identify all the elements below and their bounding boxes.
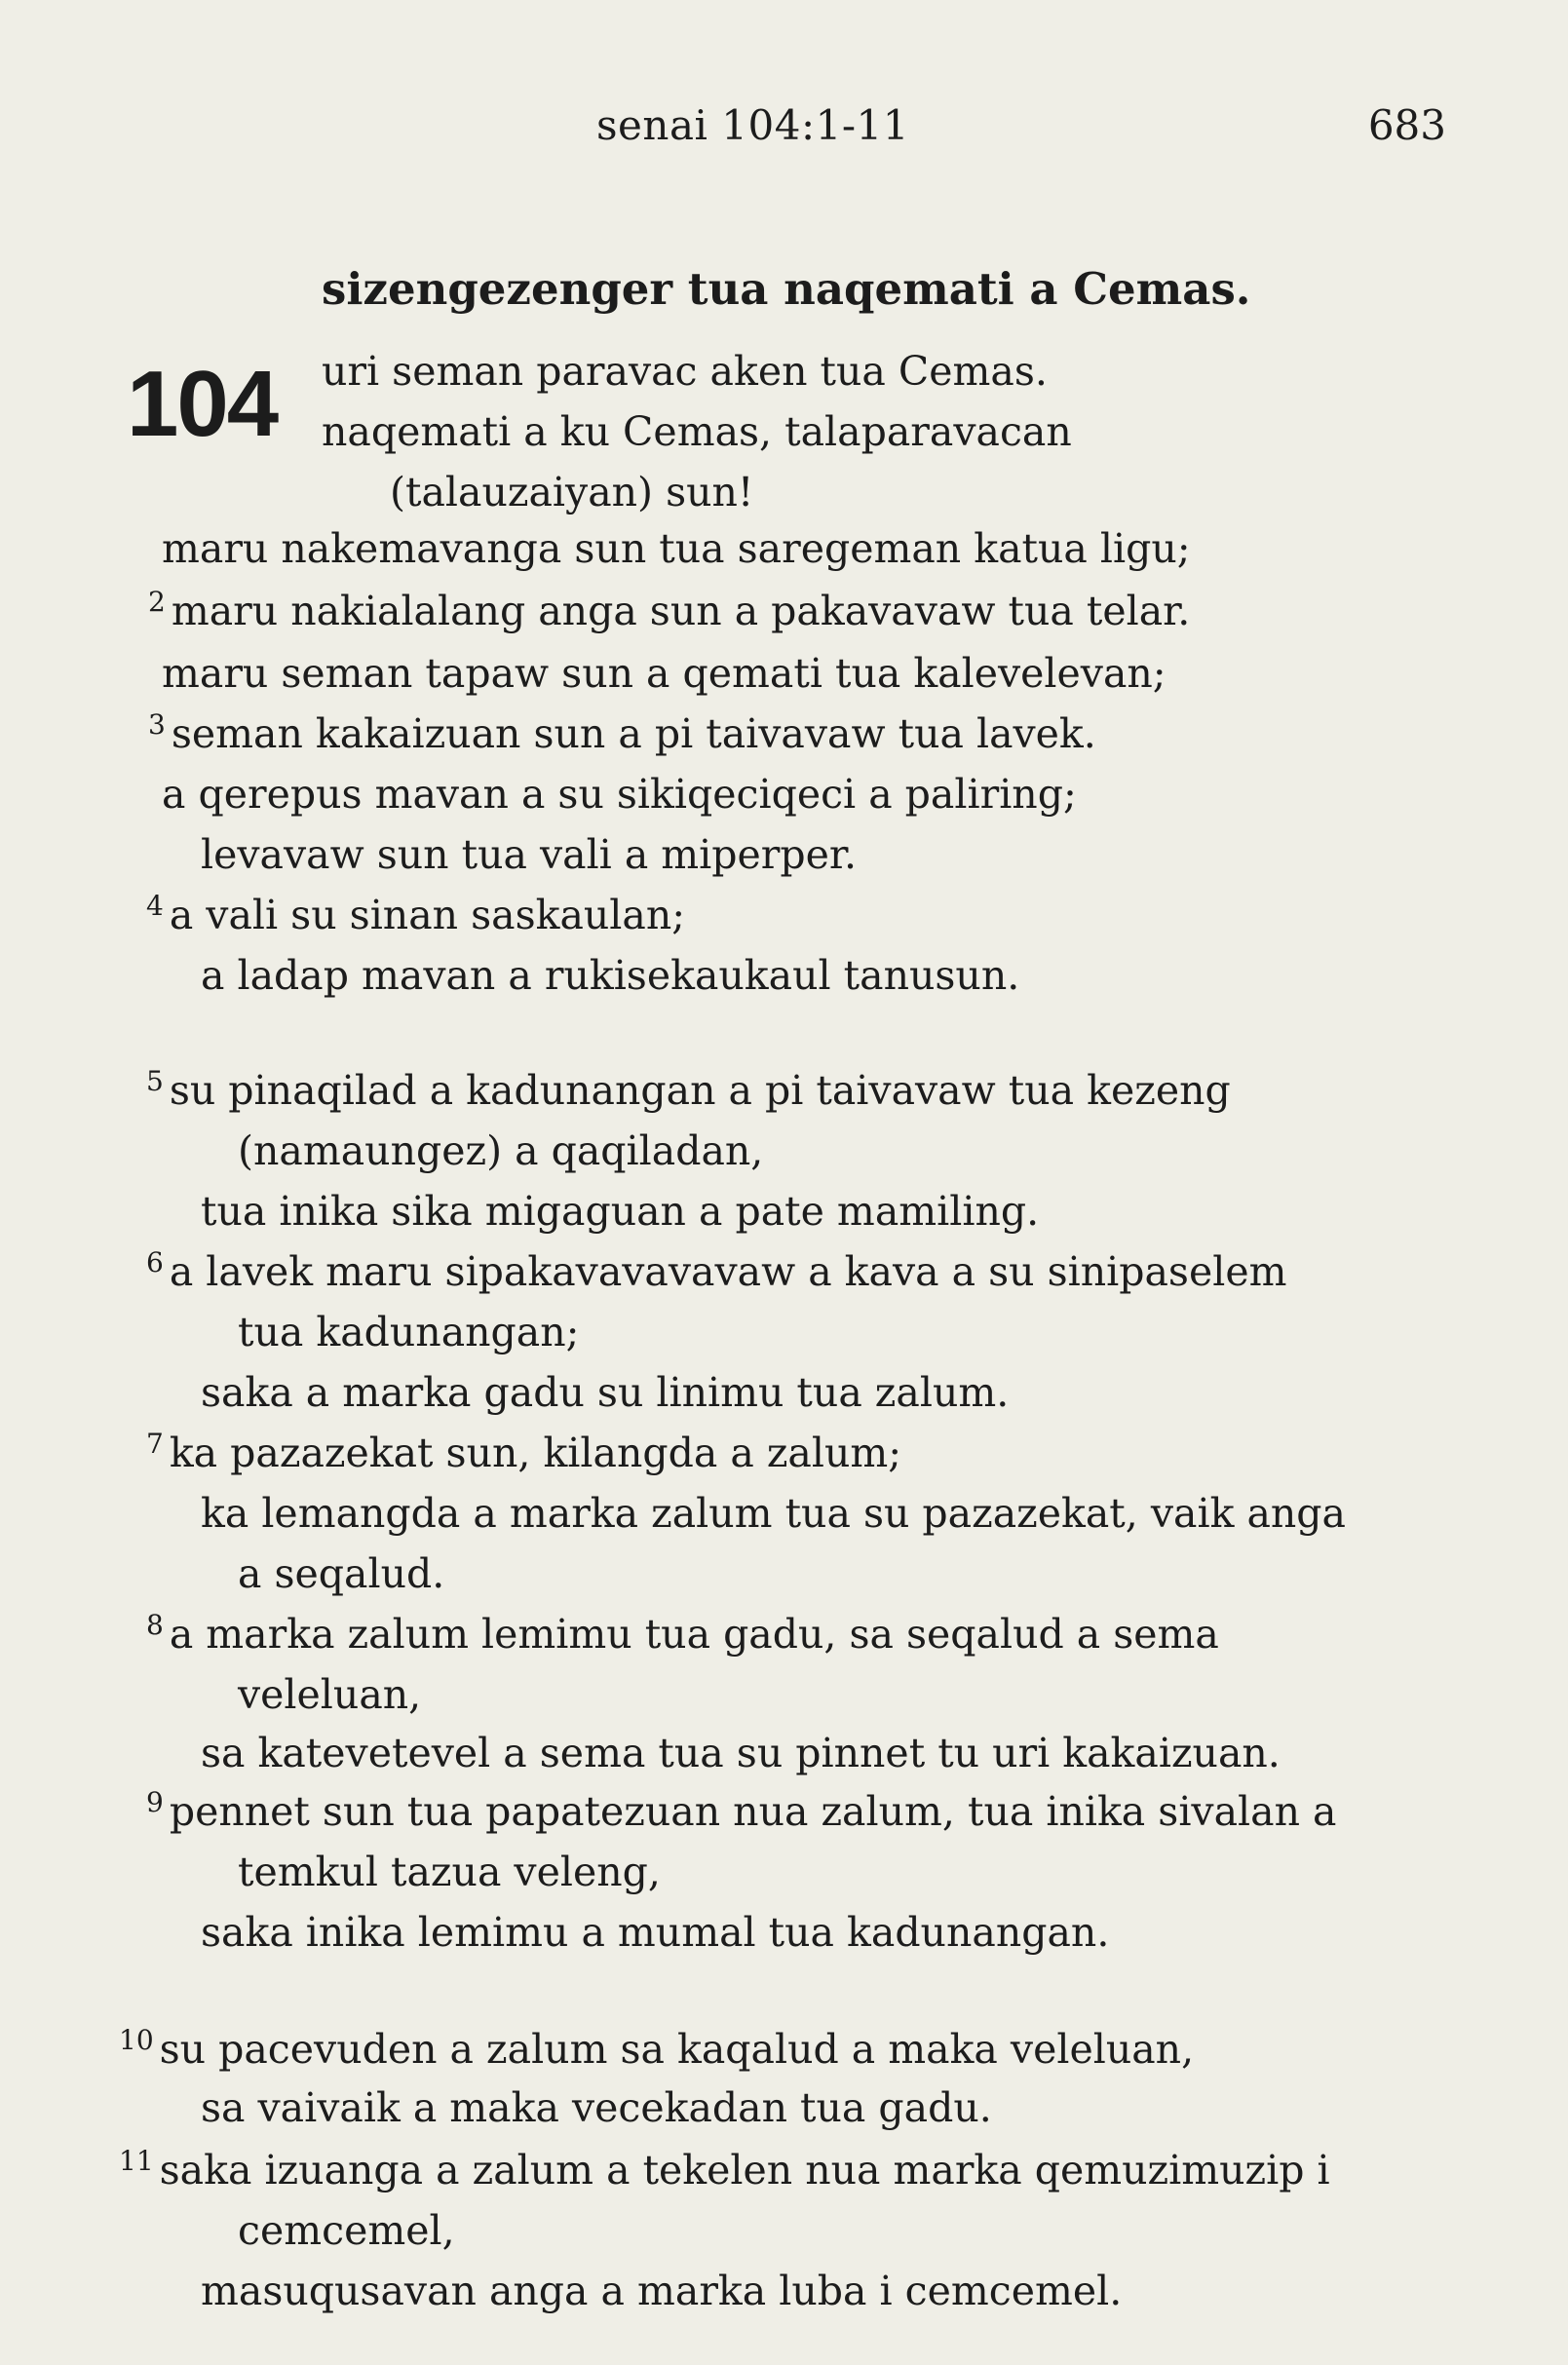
verse-text: uri seman paravac aken tua Cemas. — [322, 348, 1048, 395]
verse-line — [201, 952, 1020, 999]
verse-line — [146, 890, 686, 938]
verse-line — [201, 2084, 992, 2131]
verse-number: 2 — [148, 586, 166, 618]
verse-number: 10 — [119, 2024, 154, 2056]
verse-text: maru nakialalang anga sun a pakavavaw tua telar. — [171, 588, 1191, 634]
verse-text: maru seman tapaw sun a qemati tua kalevelevan; — [162, 650, 1166, 697]
verse-text: veleluan, — [238, 1671, 422, 1718]
verse-line — [201, 1369, 1010, 1416]
verse-text: su pacevuden a zalum sa kaqalud a maka veleluan, — [159, 2026, 1195, 2073]
verse-text: a lavek maru sipakavavavavaw a kava a su sinipaselem — [169, 1248, 1287, 1295]
verse-line — [148, 586, 1191, 634]
verse-text: (talauzaiyan) sun! — [390, 469, 754, 515]
verse-text: ka pazazekat sun, kilangda a zalum; — [169, 1430, 902, 1476]
verse-text: saka inika lemimu a mumal tua kadunangan. — [201, 1909, 1110, 1956]
verse-text: sa vaivaik a maka vecekadan tua gadu. — [201, 2084, 992, 2131]
verse-text: masuqusavan anga a marka luba i cemcemel. — [201, 2268, 1123, 2314]
verse-line — [201, 1490, 1346, 1537]
page-number: 683 — [1367, 101, 1446, 149]
verse-line — [146, 1246, 1287, 1295]
verse-line — [322, 408, 1072, 455]
psalm-number: 104 — [127, 352, 278, 456]
verse-line — [148, 708, 1096, 757]
verse-text: naqemati a ku Cemas, talaparavacan — [322, 408, 1072, 455]
verse-text: maru nakemavanga sun tua saregeman katua ligu; — [162, 525, 1191, 572]
verse-line — [162, 525, 1191, 572]
verse-line — [146, 1786, 1337, 1835]
verse-text: seman kakaizuan sun a pi taivavaw tua lavek. — [171, 710, 1096, 757]
verse-text: tua kadunangan; — [238, 1309, 580, 1355]
verse-text: cemcemel, — [238, 2207, 455, 2254]
verse-text: levavaw sun tua vali a miperper. — [201, 831, 858, 878]
verse-text: a marka zalum lemimu tua gadu, sa seqalud a sema — [169, 1611, 1219, 1658]
verse-text: tua inika sika migaguan a pate mamiling. — [201, 1188, 1040, 1235]
verse-line — [201, 1731, 1281, 1774]
verse-line — [201, 1188, 1040, 1235]
verse-line — [238, 1310, 579, 1353]
verse-line — [162, 650, 1166, 697]
verse-line — [146, 1065, 1231, 1114]
verse-text: sa katevetevel a sema tua su pinnet tu uri kakaizuan. — [201, 1730, 1281, 1776]
verse-text: temkul tazua veleng, — [238, 1849, 661, 1895]
verse-number: 11 — [119, 2145, 154, 2177]
verse-line — [238, 1849, 661, 1895]
verse-number: 4 — [146, 890, 164, 922]
verse-number: 5 — [146, 1065, 164, 1097]
verse-text: a seqalud. — [238, 1550, 445, 1597]
verse-line — [201, 831, 858, 878]
verse-text: saka izuanga a zalum a tekelen nua marka qemuzimuzip i — [159, 2147, 1330, 2193]
verse-text: (namaungez) a qaqiladan, — [238, 1127, 764, 1174]
verse-line — [119, 2145, 1330, 2193]
verse-line — [238, 1671, 422, 1718]
verse-number: 7 — [146, 1428, 164, 1460]
verse-text: a ladap mavan a rukisekaukaul tanusun. — [201, 952, 1020, 999]
verse-text: ka lemangda a marka zalum tua su pazazekat, vaik anga — [201, 1490, 1346, 1537]
verse-text: su pinaqilad a kadunangan a pi taivavaw tua kezeng — [169, 1067, 1231, 1114]
verse-line — [119, 2024, 1195, 2073]
verse-line — [390, 470, 753, 513]
page-header — [0, 101, 1568, 170]
verse-number: 6 — [146, 1246, 164, 1278]
verse-line — [162, 771, 1077, 818]
verse-line — [201, 1909, 1110, 1956]
psalm-title: sizengezenger tua naqemati a Cemas. — [322, 263, 1251, 315]
verse-text: a qerepus mavan a su sikiqeciqeci a paliring; — [162, 771, 1077, 818]
verse-number: 9 — [146, 1786, 164, 1818]
verse-text: saka a marka gadu su linimu tua zalum. — [201, 1369, 1010, 1416]
verse-number: 8 — [146, 1609, 164, 1641]
verse-line — [238, 2207, 455, 2254]
verse-line — [201, 2268, 1123, 2314]
verse-text: pennet sun tua papatezuan nua zalum, tua inika sivalan a — [169, 1788, 1337, 1835]
verse-line — [146, 1428, 902, 1476]
verse-line — [238, 1550, 445, 1597]
verse-line — [146, 1609, 1219, 1658]
verse-line — [238, 1127, 764, 1174]
verse-text: a vali su sinan saskaulan; — [169, 892, 686, 938]
verse-number: 3 — [148, 708, 166, 741]
running-head: senai 104:1-11 — [596, 101, 909, 149]
verse-line — [322, 348, 1048, 395]
